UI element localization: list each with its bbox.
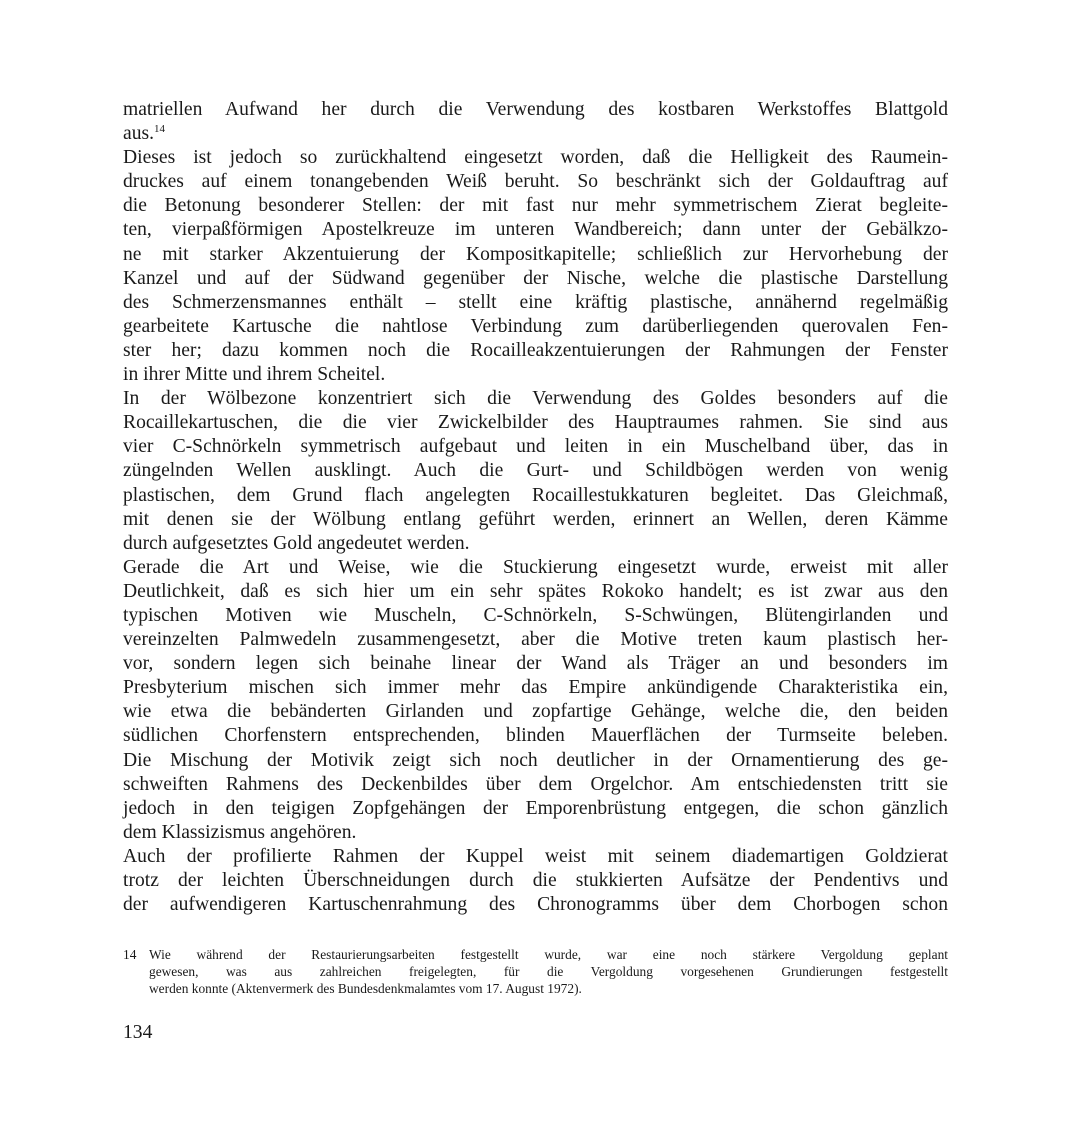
footnote-line: Wie während der Restaurierungsarbeiten festgestellt wurde, war eine noch stärkere Vergoldung geplant bbox=[149, 947, 948, 962]
text-line: gearbeitete Kartusche die nahtlose Verbindung zum darüberliegenden querovalen Fen- bbox=[123, 315, 948, 337]
text-line: des Schmerzensmannes enthält – stellt eine kräftig plastische, annähernd regelmäßig bbox=[123, 291, 948, 313]
text-line: druckes auf einem tonangebenden Weiß beruht. So beschränkt sich der Goldauftrag auf bbox=[123, 171, 948, 193]
text-fragment: aus. bbox=[123, 123, 155, 145]
text-line: jedoch in den teigigen Zopfgehängen der Emporenbrüstung entgegen, die schon gänzlich bbox=[123, 797, 948, 819]
text-line: vereinzelten Palmwedeln zusammengesetzt, aber die Motive treten kaum plastisch her- bbox=[123, 629, 948, 651]
footnote-reference: 14 bbox=[154, 123, 166, 136]
text-line: matriellen Aufwand her durch die Verwendung des kostbaren Werkstoffes Blattgold bbox=[123, 99, 948, 120]
text-line: Gerade die Art und Weise, wie die Stuckierung eingesetzt wurde, erweist mit aller bbox=[123, 556, 948, 578]
footnote-text bbox=[149, 946, 948, 997]
text-line: Presbyterium mischen sich immer mehr das Empire ankündigende Charakteristika ein, bbox=[123, 677, 948, 699]
paragraph-3 bbox=[123, 387, 948, 556]
text-line: Dieses ist jedoch so zurückhaltend eingesetzt worden, daß die Helligkeit des Raumein- bbox=[123, 147, 948, 169]
text-line: wie etwa die bebänderten Girlanden und zopfartige Gehänge, welche die, den beiden bbox=[123, 701, 948, 723]
page-number: 134 bbox=[123, 1022, 153, 1043]
text-line: Rocaillekartuschen, die die vier Zwickelbilder des Hauptraumes rahmen. Sie sind aus bbox=[123, 412, 948, 434]
text-line: züngelnden Wellen ausklingt. Auch die Gurt- und Schildbögen werden von wenig bbox=[123, 460, 948, 482]
footnote-line: gewesen, was aus zahlreichen freigelegten, für die Vergoldung vorgesehenen Grundierungen festgestellt bbox=[149, 964, 948, 979]
text-line: der aufwendigeren Kartuschenrahmung des Chronogramms über dem Chorbogen schon bbox=[123, 894, 948, 916]
text-line: schweiften Rahmens des Deckenbildes über dem Orgelchor. Am entschiedensten tritt sie bbox=[123, 773, 948, 795]
text-line: trotz der leichten Überschneidungen durch die stukkierten Aufsätze der Pendentivs und bbox=[123, 870, 948, 891]
text-line: die Betonung besonderer Stellen: der mit fast nur mehr symmetrischem Zierat begleite- bbox=[123, 195, 948, 217]
text-line: vor, sondern legen sich beinahe linear der Wand als Träger an und besonders im bbox=[123, 653, 948, 675]
text-line: südlichen Chorfenstern entsprechenden, blinden Mauerflächen der Turmseite beleben. bbox=[123, 725, 948, 747]
text-line bbox=[123, 122, 948, 146]
text-line: mit denen sie der Wölbung entlang geführt werden, erinnert an Wellen, deren Kämme bbox=[123, 508, 948, 530]
text-line: Kanzel und auf der Südwand gegenüber der Nische, welche die plastische Darstellung bbox=[123, 267, 948, 289]
text-line: plastischen, dem Grund flach angelegten Rocaillestukkaturen begleitet. Das Gleichmaß, bbox=[123, 484, 948, 506]
text-line: Auch der profilierte Rahmen der Kuppel weist mit seinem diademartigen Goldzierat bbox=[123, 845, 948, 867]
footnote bbox=[123, 946, 948, 997]
body-text-block bbox=[123, 98, 948, 917]
text-line: dem Klassizismus angehören. bbox=[123, 821, 357, 843]
text-line: ten, vierpaßförmigen Apostelkreuze im unteren Wandbereich; dann unter der Gebälkzo- bbox=[123, 219, 948, 241]
text-line: typischen Motiven wie Muscheln, C-Schnörkeln, S-Schwüngen, Blütengirlanden und bbox=[123, 604, 948, 626]
text-line: vier C-Schnörkeln symmetrisch aufgebaut und leiten in ein Muschelband über, das in bbox=[123, 436, 948, 458]
paragraph-5 bbox=[123, 845, 948, 917]
text-line: ne mit starker Akzentuierung der Kompositkapitelle; schließlich zur Hervorhebung der bbox=[123, 243, 948, 265]
main-text bbox=[123, 98, 948, 917]
footnote-row bbox=[123, 946, 948, 997]
text-line: ster her; dazu kommen noch die Rocailleakzentuierungen der Rahmungen der Fenster bbox=[123, 339, 948, 361]
paragraph-1 bbox=[123, 98, 948, 146]
text-line: In der Wölbezone konzentriert sich die Verwendung des Goldes besonders auf die bbox=[123, 388, 948, 410]
text-line: in ihrer Mitte und ihrem Scheitel. bbox=[123, 364, 386, 386]
text-line: Deutlichkeit, daß es sich hier um ein sehr spätes Rokoko handelt; es ist zwar aus den bbox=[123, 580, 948, 602]
paragraph-2 bbox=[123, 146, 948, 387]
footnote-line: werden konnte (Aktenvermerk des Bundesdenkmalamtes vom 17. August 1972). bbox=[149, 981, 582, 996]
text-line: durch aufgesetztes Gold angedeutet werden. bbox=[123, 532, 470, 554]
text-line: Die Mischung der Motivik zeigt sich noch deutlicher in der Ornamentierung des ge- bbox=[123, 749, 948, 771]
paragraph-4 bbox=[123, 556, 948, 845]
footnote-number: 14 bbox=[123, 947, 137, 962]
